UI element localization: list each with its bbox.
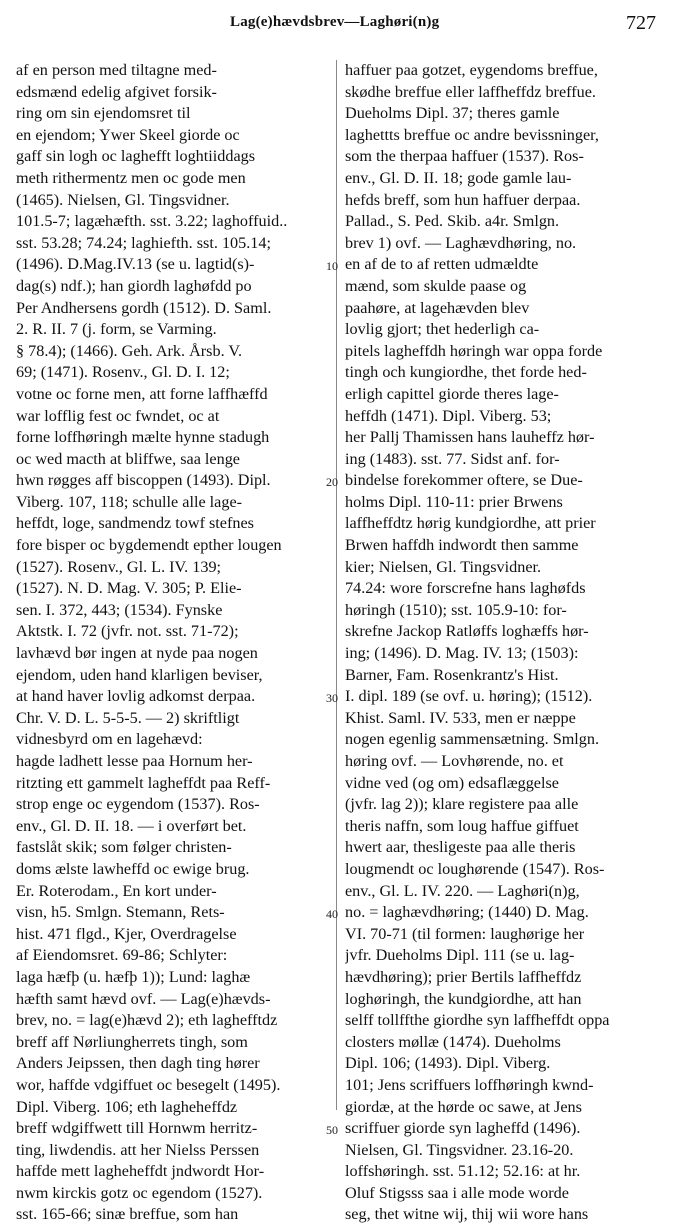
left-column-line: dag(s) ndf.); han giordh laghøfdd po (16, 276, 252, 295)
right-column-line: ing; (1496). D. Mag. IV. 13; (1503): (345, 644, 579, 663)
right-column-line: Nielsen, Gl. Tingsvidner. 23.16-20. (345, 1140, 574, 1159)
right-column-line: laghettts breffue oc andre bevissninger, (345, 125, 599, 144)
right-column (345, 60, 663, 1226)
right-column-line: bindelse forekommer oftere, se Due- (345, 471, 583, 490)
right-column-line: hefds breff, som hun haffuer derpaa. (345, 190, 581, 209)
right-column-line: Khist. Saml. IV. 533, men er næppe (345, 708, 576, 727)
right-column-line: (jvfr. lag 2)); klare registere paa alle (345, 795, 579, 814)
right-column-line: VI. 70-71 (til formen: laughørige her (345, 924, 585, 943)
left-column-line: Viberg. 107, 118; schulle alle lage- (16, 492, 243, 511)
left-column-line: forne loffhøringh mælte hynne stadugh (16, 428, 270, 447)
left-column-line: visn, h5. Smlgn. Stemann, Rets- (16, 903, 225, 922)
left-column-line: meth rithermentz men oc gode men (16, 168, 246, 187)
right-column-line: Brwen haffdh indwordt then samme (345, 536, 579, 555)
left-column-line: 69; (1471). Rosenv., Gl. D. I. 12; (16, 363, 230, 382)
left-column-line: oc wed macth at bliffwe, saa lenge (16, 449, 240, 468)
left-column-line: hwn røgges aff biscoppen (1493). Dipl. (16, 471, 271, 490)
right-column-line: Pallad., S. Ped. Skib. a4r. Smlgn. (345, 212, 560, 231)
right-column-line: Dueholms Dipl. 37; theres gamle (345, 104, 560, 123)
right-column-line: Oluf Stigsss saa i alle mode worde (345, 1183, 569, 1202)
right-column-line: holms Dipl. 110-11: prier Brwens (345, 492, 563, 511)
page-number: 727 (626, 12, 656, 34)
left-column-line: env., Gl. D. II. 18. — i overført bet. (16, 816, 247, 835)
right-column-line: closters møllæ (1474). Dueholms (345, 1032, 561, 1051)
right-column-line: hwert aar, thesligeste paa alle theris (345, 838, 576, 857)
left-column-line: Dipl. Viberg. 106; eth lagheheffdz (16, 1097, 238, 1116)
left-column-line: ting, liwdendis. att her Nielss Perssen (16, 1140, 260, 1159)
left-column-line: fore bisper oc bygdemendt epther lougen (16, 536, 282, 555)
right-column-line: jvfr. Dueholms Dipl. 111 (se u. lag- (345, 946, 575, 965)
right-column-line: som the therpaa haffuer (1537). Ros- (345, 147, 584, 166)
left-column-line: sst. 53.28; 74.24; laghiefth. sst. 105.14; (16, 233, 271, 252)
right-column-line: nogen egenlig sammensætning. Smlgn. (345, 730, 600, 749)
right-column-line: lougmendt oc loughørende (1547). Ros- (345, 859, 605, 878)
right-column-line: hævdhøring); prier Bertils laffheffdz (345, 967, 582, 986)
left-column-line: laga hæfþ (u. hæfþ 1)); Lund: laghæ (16, 967, 251, 986)
right-column-line: haffuer paa gotzet, eygendoms breffue, (345, 61, 598, 79)
left-column-line: heffdt, loge, sandmendz towf stefnes (16, 514, 254, 533)
left-column-line: haffde mett lagheheffdt jndwordt Hor- (16, 1162, 265, 1181)
left-column-line: (1527). Rosenv., Gl. L. IV. 139; (16, 557, 222, 576)
right-column-line: heffdh (1471). Dipl. Viberg. 53; (345, 406, 552, 425)
left-column-line: war lofflig fest oc fwndet, oc at (16, 406, 220, 425)
right-column-line: laffheffdtz hørig kundgiordhe, att prier (345, 514, 596, 533)
right-column-line: no. = laghævdhøring; (1440) D. Mag. (345, 903, 589, 922)
line-number-marker: 10 (326, 259, 338, 274)
left-column-line: ring om sin ejendomsret til (16, 104, 191, 123)
right-column-line: 101; Jens scriffuers loffhøringh kwnd- (345, 1075, 594, 1094)
right-column-line: høring ovf. — Lovhørende, no. et (345, 752, 564, 770)
right-column-line: brev 1) ovf. — Laghævdhøring, no. (345, 233, 577, 252)
left-column-line: wor, haffde vdgiffuet oc besegelt (1495). (16, 1075, 281, 1094)
left-column (16, 60, 334, 1226)
left-column-line: (1465). Nielsen, Gl. Tingsvidner. (16, 190, 230, 209)
left-column-line: brev, no. = lag(e)hævd 2); eth laghefftdz (16, 1011, 278, 1030)
left-column-line: fastslåt skik; som følger christen- (16, 838, 232, 857)
left-column-line: 101.5-7; lagæhæfth. sst. 3.22; laghoffuid.. (16, 212, 288, 231)
line-number-marker: 50 (326, 1123, 338, 1138)
right-column-line: selff tollffthe giordhe syn laffheffdt oppa (345, 1011, 610, 1030)
left-column-line: Aktstk. I. 72 (jvfr. not. sst. 71-72); (16, 622, 239, 641)
left-column-line: votne oc forne men, att forne laffhæffd (16, 384, 268, 403)
left-column-line: vidnesbyrd om en lagehævd: (16, 730, 203, 749)
left-column-line: sst. 165-66; sinæ breffue, som han (16, 1205, 239, 1224)
right-column-line: env., Gl. D. II. 18; gode gamle lau- (345, 168, 572, 187)
right-column-line: Dipl. 106; (1493). Dipl. Viberg. (345, 1054, 551, 1073)
left-column-line: (1496). D.Mag.IV.13 (se u. lagtid(s)- (16, 255, 255, 274)
right-column-line: skødhe breffue eller laffheffdz breffue. (345, 82, 596, 101)
left-column-line: breff wdgiffwett till Hornwm herritz- (16, 1119, 258, 1138)
right-column-line: I. dipl. 189 (se ovf. u. høring); (1512). (345, 687, 593, 706)
right-column-line: lovlig gjort; thet hederligh ca- (345, 320, 540, 339)
left-column-line: hagde ladhett lesse paa Hornum her- (16, 752, 253, 770)
left-column-line: af Eiendomsret. 69-86; Schlyter: (16, 946, 228, 965)
line-number-marker: 30 (326, 691, 338, 706)
right-column-line: paahøre, at lagehævden blev (345, 298, 530, 317)
left-column-line: ejendom, uden hand klarligen beviser, (16, 665, 263, 684)
left-column-line: ritzting ett gammelt lagheffdt paa Reff- (16, 773, 271, 792)
right-column-line: seg, thet witne wij, thij wii wore hans (345, 1205, 589, 1224)
left-column-line: strop enge oc eygendom (1537). Ros- (16, 795, 260, 814)
right-column-line: erligh capittel giorde theres lage- (345, 384, 559, 403)
right-column-line: tingh och kungiordhe, thet forde hed- (345, 363, 587, 382)
right-column-line: giordæ, at the hørde oc sawe, at Jens (345, 1097, 582, 1116)
left-column-line: nwm kirckis gotz oc egendom (1527). (16, 1183, 263, 1202)
right-column-line: loffshøringh. sst. 51.12; 52.16: at hr. (345, 1162, 581, 1181)
left-column-line: Anders Jeipssen, then dagh ting hører (16, 1054, 260, 1073)
left-column-line: lavhævd bør ingen at nyde paa nogen (16, 644, 258, 663)
right-column-line: loghøringh, the kundgiordhe, att han (345, 989, 582, 1008)
left-column-line: Er. Roterodam., En kort under- (16, 881, 217, 900)
left-column-line: edsmænd edelig afgivet forsik- (16, 82, 217, 101)
left-column-line: gaff sin logh oc laghefft loghtiiddags (16, 147, 256, 166)
right-column-line: vidne ved (og om) edsaflæggelse (345, 773, 559, 792)
right-column-line: en af de to af retten udmældte (345, 255, 539, 274)
left-column-line: doms ælste lawheffd oc ewige brug. (16, 859, 250, 878)
left-column-line: af en person med tiltagne med- (16, 61, 217, 79)
left-column-line: at hand haver lovlig adkomst derpaa. (16, 687, 256, 706)
right-column-line: pitels lagheffdh høringh war oppa forde (345, 341, 603, 360)
column-divider (336, 60, 337, 1110)
line-number-marker: 40 (326, 907, 338, 922)
right-column-line: her Pallj Thamissen hans lauheffz hør- (345, 428, 595, 447)
left-column-line: § 78.4); (1466). Geh. Ark. Årsb. V. (16, 341, 243, 360)
running-head: Lag(e)hævdsbrev—Laghøri(n)g (230, 14, 440, 30)
right-column-line: env., Gl. L. IV. 220. — Laghøri(n)g, (345, 881, 580, 900)
left-column-line: 2. R. II. 7 (j. form, se Varming. (16, 320, 217, 339)
right-column-line: mænd, som skulde paase og (345, 276, 527, 295)
right-column-line: 74.24: wore forscrefne hans laghøfds (345, 579, 586, 598)
left-column-line: sen. I. 372, 443; (1534). Fynske (16, 600, 223, 619)
right-column-line: theris naffn, som loug haffue giffuet (345, 816, 579, 835)
right-column-line: ing (1483). sst. 77. Sidst anf. for- (345, 449, 560, 468)
left-column-line: breff aff Nørliungherrets tingh, som (16, 1032, 248, 1051)
left-column-line: Per Andhersens gordh (1512). D. Saml. (16, 298, 272, 317)
left-column-line: en ejendom; Ywer Skeel giorde oc (16, 125, 240, 144)
line-number-marker: 20 (326, 475, 338, 490)
right-column-line: scriffuer giorde syn lagheffd (1496). (345, 1119, 581, 1138)
right-column-line: Barner, Fam. Rosenkrantz's Hist. (345, 665, 559, 684)
right-column-line: skrefne Jackop Ratløffs loghæffs hør- (345, 622, 589, 641)
left-column-line: (1527). N. D. Mag. V. 305; P. Elie- (16, 579, 242, 598)
right-column-line: kier; Nielsen, Gl. Tingsvidner. (345, 557, 542, 576)
right-column-line: høringh (1510); sst. 105.9-10: for- (345, 600, 567, 619)
left-column-line: hæfth samt hævd ovf. — Lag(e)hævds- (16, 989, 271, 1008)
left-column-line: hist. 471 flgd., Kjer, Overdragelse (16, 924, 237, 943)
left-column-line: Chr. V. D. L. 5-5-5. — 2) skriftligt (16, 708, 240, 727)
